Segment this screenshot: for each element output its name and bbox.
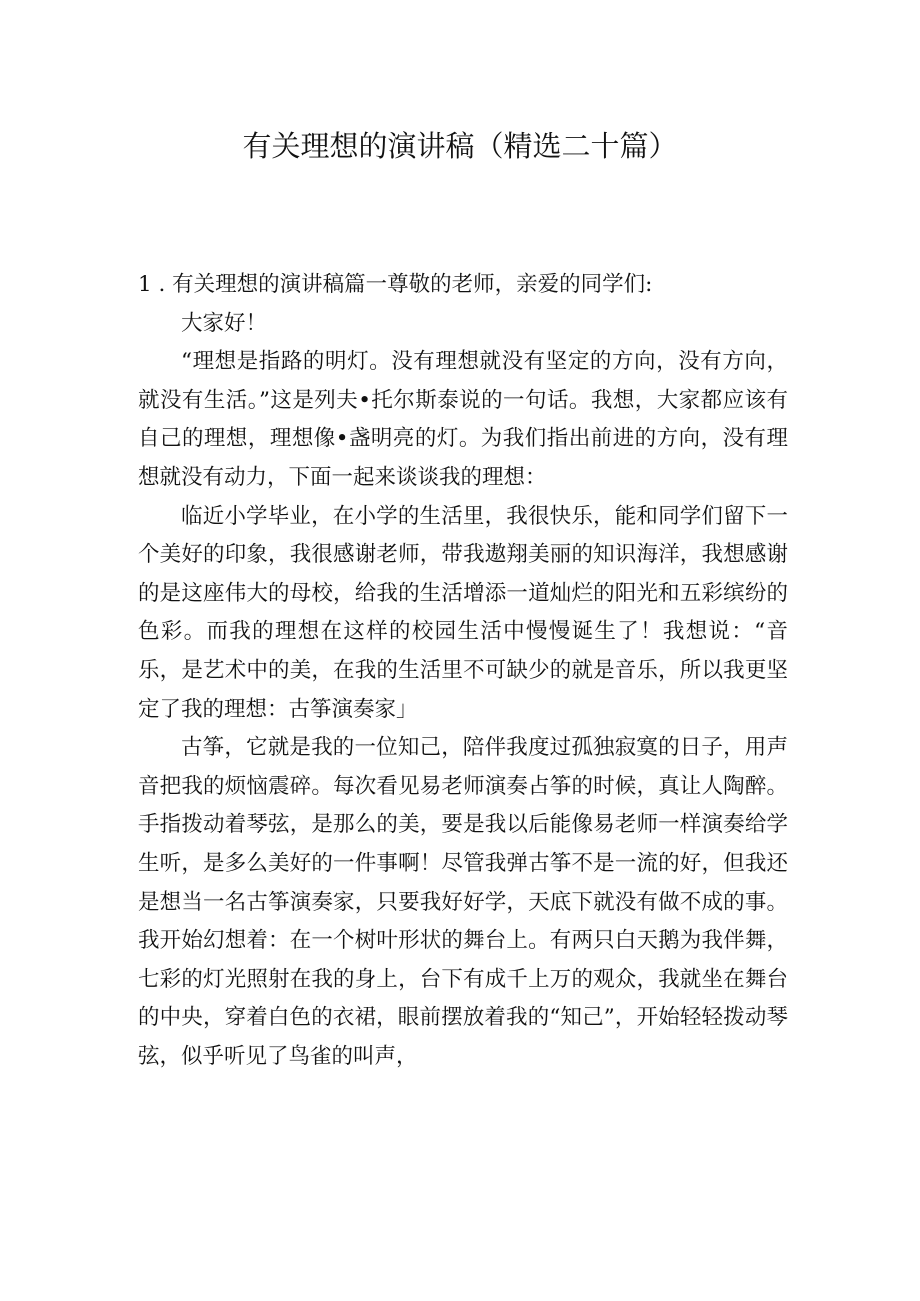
body-paragraph: 临近小学毕业，在小学的生活里，我很快乐，能和同学们留下一个美好的印象，我很感谢老师，带我遨翔美丽的知识海洋，我想感谢的是这座伟大的母校，给我的生活增添一道灿烂的阳光和五彩缤纷的色彩。而我的理想在这样的校园生活中慢慢诞生了！我想说：“音乐，是艺术中的美，在我的生活里不可缺少的就是音乐，所以我更坚定了我的理想：古筝演奏家」 (138, 503, 788, 722)
body-paragraph: “理想是指路的明灯。没有理想就没有坚定的方向，没有方向，就没有生活。”这是列夫•托尔斯泰说的一句话。我想，大家都应该有自己的理想，理想像•盏明亮的灯。为我们指出前进的方向，没有理想就没有动力，下面一起来谈谈我的理想： (138, 349, 788, 490)
body-paragraph: 古筝，它就是我的一位知己，陪伴我度过孤独寂寞的日子，用声音把我的烦恼震碎。每次看见易老师演奏占筝的时候，真让人陶醉。手指拨动着琴弦，是那么的美，要是我以后能像易老师一样演奏给学生听，是多么美好的一件事啊！尽管我弹古筝不是一流的好，但我还是想当一名古筝演奏家，只要我好好学，天底下就没有做不成的事。我开始幻想着：在一个树叶形状的舞台上。有两只白天鹅为我伴舞，七彩的灯光照射在我的身上，台下有成千上万的观众，我就坐在舞台的中央，穿着白色的衣裙，眼前摆放着我的“知己”，开始轻轻拨动琴弦，似乎听见了鸟雀的叫声， (138, 735, 788, 1069)
section-heading: 1 . 有关理想的演讲稿篇一尊敬的老师，亲爱的同学们: (138, 272, 653, 297)
greeting-paragraph: 大家好！ (181, 310, 268, 336)
document-title: 有关理想的演讲稿（精选二十篇） (242, 129, 678, 163)
document-body (138, 266, 788, 1076)
